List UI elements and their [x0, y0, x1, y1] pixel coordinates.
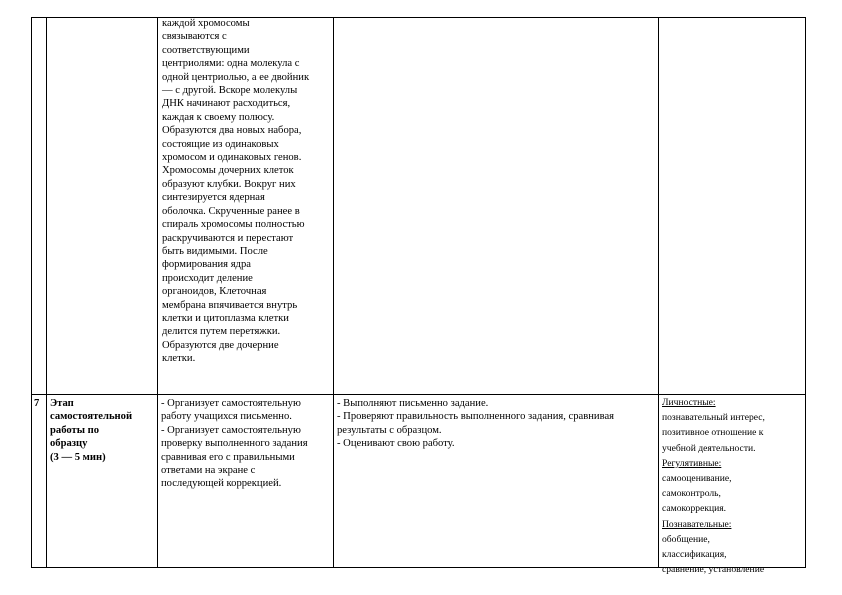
- stage-number-cell: [34, 397, 46, 413]
- table-border-stage-col: [157, 17, 158, 568]
- text-line: оболочка. Скрученные ранее в: [162, 205, 300, 217]
- uud-personal-line: учебной деятельности.: [662, 442, 756, 454]
- text-line: Хромосомы дочерних клеток: [162, 165, 294, 177]
- text-line: органоидов, Клеточная: [162, 286, 267, 298]
- text-line: клетки и цитоплазма клетки: [162, 312, 289, 324]
- student-activity-cell: [337, 397, 657, 467]
- teacher-activity-line: последующей коррекцией.: [161, 478, 282, 490]
- text-line: каждая к своему полюсу.: [162, 111, 275, 123]
- text-line: связываются с: [162, 31, 227, 43]
- text-line: спираль хромосомы полностью: [162, 219, 305, 231]
- student-activity-line: результаты с образцом.: [337, 424, 442, 436]
- teacher-activity-cell: [161, 397, 332, 507]
- uud-cognitive-line: сравнение, установление: [662, 564, 765, 576]
- teacher-activity-lines: [161, 397, 332, 491]
- text-line: происходит деление: [162, 272, 253, 284]
- uud-cognitive-line: классификация,: [662, 549, 727, 561]
- text-line: мембрана впячивается внутрь: [162, 299, 298, 311]
- continued-teacher-text: [162, 17, 332, 394]
- stage-name-line: образцу: [50, 438, 88, 450]
- stage-name-lines: [50, 397, 156, 464]
- student-activity-line: - Проверяют правильность выполненного задания, сравнивая: [337, 411, 615, 423]
- table-border-student-col: [658, 17, 659, 568]
- text-line: каждой хромосомы: [162, 18, 250, 29]
- stage-name-line: (3 — 5 мин): [50, 451, 106, 463]
- stage-number: 7: [34, 398, 40, 409]
- table-border-left: [31, 17, 32, 568]
- table-border-right: [805, 17, 806, 568]
- uud-regulatory-lines: [662, 471, 804, 517]
- text-line: быть видимыми. После: [162, 245, 268, 257]
- text-line: Образуются две дочерние: [162, 339, 279, 351]
- student-activity-line: - Выполняют письменно задание.: [337, 398, 489, 409]
- teacher-activity-line: - Организует самостоятельную: [161, 398, 301, 409]
- text-line: делится путем перетяжки.: [162, 326, 281, 338]
- text-line: синтезируется ядерная: [162, 192, 265, 204]
- teacher-activity-line: работу учащихся письменно.: [161, 411, 292, 423]
- uud-personal-heading: Личностные:: [662, 397, 716, 408]
- student-activity-lines: [337, 397, 657, 451]
- text-line: ДНК начинают расходиться,: [162, 98, 291, 110]
- text-line: формирования ядра: [162, 259, 251, 271]
- text-line: Образуются два новых набора,: [162, 125, 302, 137]
- uud-personal-lines: [662, 410, 804, 456]
- stage-name-line: Этап: [50, 398, 74, 409]
- uud-regulatory-line: самокоррекция.: [662, 503, 727, 515]
- table-border-teacher-col: [333, 17, 334, 568]
- uud-personal-line: познавательный интерес,: [662, 412, 765, 424]
- text-line: клетки.: [162, 353, 196, 365]
- text-line: — с другой. Вскоре молекулы: [162, 85, 298, 97]
- text-line: образуют клубки. Вокруг них: [162, 178, 296, 190]
- uud-personal-line: позитивное отношение к: [662, 427, 764, 439]
- text-line: центриолями: одна молекула с: [162, 58, 300, 70]
- uud-cognitive-heading: Познавательные:: [662, 518, 732, 530]
- stage-name-line: самостоятельной: [50, 411, 133, 423]
- uud-cell: [662, 395, 804, 576]
- text-line: хромосом и одинаковых генов.: [162, 152, 302, 164]
- teacher-activity-line: ответами на экране с: [161, 465, 256, 477]
- text-line: соответствующими: [162, 44, 250, 56]
- stage-name-cell: [50, 397, 156, 487]
- student-activity-line: - Оценивают свою работу.: [337, 438, 455, 450]
- text-line: раскручиваются и перестают: [162, 232, 294, 244]
- teacher-activity-line: сравнивая его с правильными: [161, 451, 295, 463]
- uud-regulatory-line: самооценивание,: [662, 473, 732, 485]
- table-border-top: [31, 17, 806, 18]
- uud-regulatory-heading: Регулятивные:: [662, 457, 722, 469]
- teacher-activity-line: проверку выполненного задания: [161, 438, 308, 450]
- continued-teacher-lines: [162, 17, 332, 366]
- text-line: одной центриолью, а ее двойник: [162, 71, 310, 83]
- uud-cognitive-line: обобщение,: [662, 533, 710, 545]
- uud-regulatory-line: самоконтроль,: [662, 488, 721, 500]
- text-line: состоящие из одинаковых: [162, 138, 279, 150]
- table-border-number-col: [46, 17, 47, 568]
- stage-name-line: работы по: [50, 424, 100, 436]
- teacher-activity-line: - Организует самостоятельную: [161, 424, 301, 436]
- uud-cognitive-lines: [662, 532, 804, 578]
